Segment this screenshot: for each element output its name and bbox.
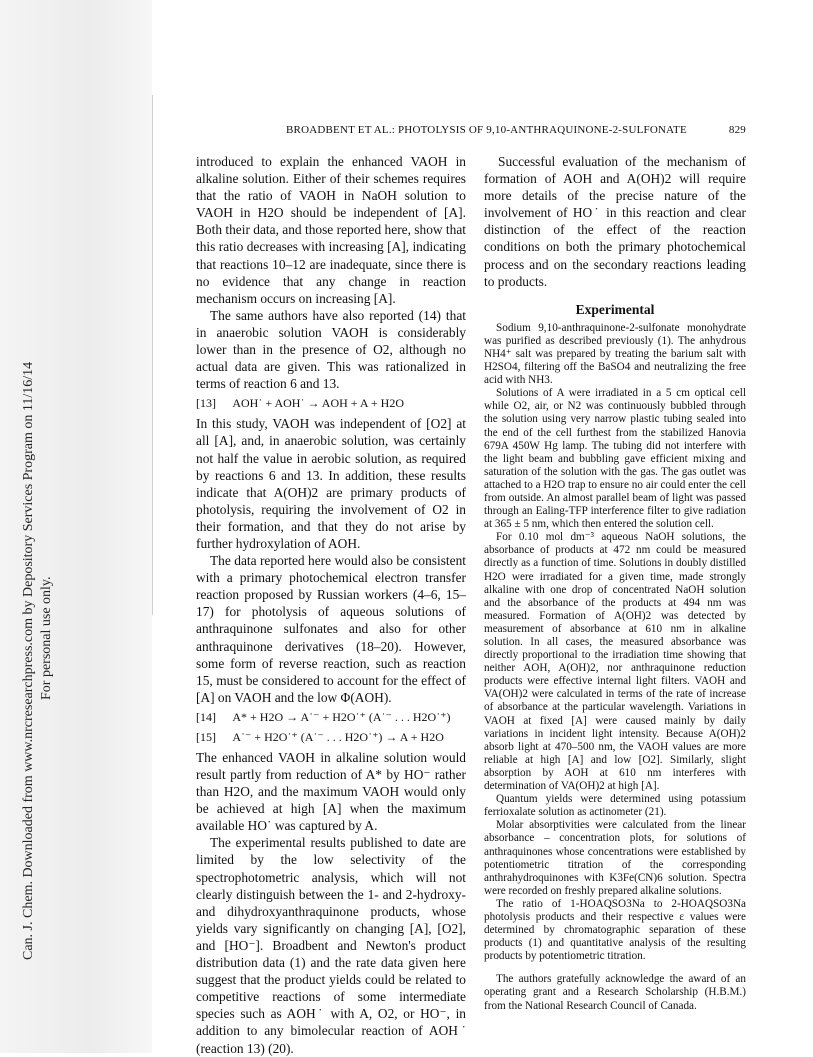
equation-15	[196, 729, 466, 746]
page-header	[196, 124, 746, 140]
download-notice-line: Can. J. Chem. Downloaded from www.nrcresearchpress.com by Depository Services Program on 11/16/14	[21, 361, 36, 960]
scan-edge-line	[152, 95, 153, 615]
experimental-paragraph: The ratio of 1-HOAQSO3Na to 2-HOAQSO3Na photolysis products and their respective ε values were determined by chromatographic separation of these products (1) and quantitative analysis of the resulting products by potentiometric titration.	[484, 897, 746, 963]
personal-use-notice: For personal use only.	[39, 576, 54, 700]
left-column	[196, 153, 466, 1057]
equation-14	[196, 709, 466, 726]
acknowledgement: The authors gratefully acknowledge the award of an operating grant and a Research Scholarship (H.B.M.) from the National Research Council of Canada.	[484, 973, 746, 1012]
page-number: 829	[728, 124, 746, 136]
equation-number: [13]	[196, 396, 216, 411]
paragraph: Successful evaluation of the mechanism of formation of AOH and A(OH)2 will require more details of the precise nature of the involvement of HO˙ in this reaction and clear distinction of the effect of the reaction conditions on both the primary photochemical process and on the secondary reactions leading to products.	[484, 154, 746, 289]
paragraph: The enhanced VAOH in alkaline solution would result partly from reduction of A* by HO⁻ rather than H2O, and the maximum VAOH would only be achieved at high [A] when the maximum available HO˙ was captured by A.	[196, 749, 466, 834]
download-notice	[20, 362, 56, 960]
paragraph: The same authors have also reported (14) that in anaerobic solution VAOH is considerably lower than in the presence of O2, although no actual data are given. This was rationalized in terms of reaction 6 and 13.	[196, 307, 466, 392]
section-title: Experimental	[575, 301, 655, 317]
paragraph: The data reported here would also be consistent with a primary photochemical electron transfer reaction proposed by Russian workers (4–6, 15–17) for photolysis of aqueous solutions of anthraquinone sulfonates and also for other anthraquinone derivatives (18–20). However, some form of reverse reaction, such as reaction 15, must be considered to account for the effect of [A] on VAOH and the low Φ(AOH).	[196, 553, 466, 705]
equation-text: AOH˙ + AOH˙ → AOH + A + H2O	[232, 396, 404, 411]
paragraph: introduced to explain the enhanced VAOH in alkaline solution. Either of their schemes requires that the ratio of VAOH in NaOH solution to VAOH in H2O should be independent of [A]. Both their data, and those reported here, show that this ratio decreases with increasing [A], indicating that reactions 10–12 are inadequate, since there is no evidence that any change in reaction mechanism occurs on increasing [A].	[196, 154, 466, 306]
paragraph: In this study, VAOH was independent of [O2] at all [A], and, in anaerobic solution, was certainly not half the value in aerobic solution, as required by reactions 6 and 13. In addition, these results indicate that A(OH)2 are primary products of photolysis, requiring the involvement of O2 in their formation, and that they do not arise by further hydroxylation of AOH.	[196, 416, 466, 551]
equation-text: A˙⁻ + H2O˙⁺ (A˙⁻ . . . H2O˙⁺) → A + H2O	[232, 729, 444, 744]
paragraph: The experimental results published to date are limited by the low selectivity of the spectrophotometric analysis, which will not clearly distinguish between the 1- and 2-hydroxy- and dihydroxyanthraquinone products, whose yields vary significantly on changing [A], [O2], and [HO⁻]. Broadbent and Newton's product distribution data (1) and the rate data given here suggest that the product yields could be related to competitive reactions of some intermediate species such as AOH˙ with A, O2, or HO⁻, in addition to any bimolecular reaction of AOH˙ (reaction 13) (20).	[196, 835, 466, 1056]
equation-number: [15]	[196, 729, 216, 744]
experimental-paragraph: Solutions of A were irradiated in a 5 cm optical cell while O2, air, or N2 was continuously bubbled through the solution using very narrow plastic tubing sealed into the end of the cell furthest from the stabilized Hanovia 679A 450W Hg lamp. The tubing did not interfere with the light beam and bubbling gave efficient mixing and saturation of the solution with the gas. The gas outlet was attached to a H2O trap to ensure no air could enter the cell from outside. An almost parallel beam of light was passed through an Ealing-TFP interference filter to give radiation at 365 ± 5 nm, which then entered the solution cell.	[484, 387, 746, 531]
equation-text: A* + H2O → A˙⁻ + H2O˙⁺ (A˙⁻ . . . H2O˙⁺)	[232, 709, 451, 724]
equation-13	[196, 395, 466, 412]
right-column	[484, 153, 746, 1013]
equation-number: [14]	[196, 709, 216, 724]
experimental-paragraph: For 0.10 mol dm⁻³ aqueous NaOH solutions, the absorbance of products at 472 nm could be measured directly as a function of time. Solutions in doubly distilled H2O were irradiated for a given time, made strongly alkaline with one drop of concentrated NaOH solution and the absorbance of the products at 494 nm was measured. Formation of A(OH)2 was detected by measurement of absorbance at 610 nm in alkaline solution. In all cases, the measured absorbance was directly proportional to the irradiation time showing that neither AOH, A(OH)2, nor anthraquinone reduction products were effective internal light filters. VAOH and VA(OH)2 were calculated in terms of the rate of increase of absorbance at the particular wavelength. Variations in VAOH at fixed [A] were caused mainly by daily variations in incident light intensity. Because A(OH)2 absorb light at 470–500 nm, the VAOH values are more reliable at high [A] and low [O2]. Similarly, slight absorption by AOH at 610 nm interferes with determination of VA(OH)2 at high [A].	[484, 531, 746, 793]
running-head: BROADBENT ET AL.: PHOTOLYSIS OF 9,10-ANTHRAQUINONE-2-SULFONATE	[286, 124, 687, 136]
experimental-paragraph: Quantum yields were determined using potassium ferrioxalate solution as actinometer (21).	[484, 793, 746, 819]
experimental-paragraph: Molar absorptivities were calculated from the linear absorbance – concentration plots, for solutions of anthraquinones whose concentrations were established by potentiometric titration of the corresponding anthrahydroquinones with K3Fe(CN)6 solution. Spectra were recorded on freshly prepared alkaline solutions.	[484, 819, 746, 897]
experimental-paragraph: Sodium 9,10-anthraquinone-2-sulfonate monohydrate was purified as described previously (1). The anhydrous NH4⁺ salt was prepared by treating the barium salt with H2SO4, filtering off the BaSO4 and neutralizing the free acid with NH3.	[484, 321, 746, 387]
